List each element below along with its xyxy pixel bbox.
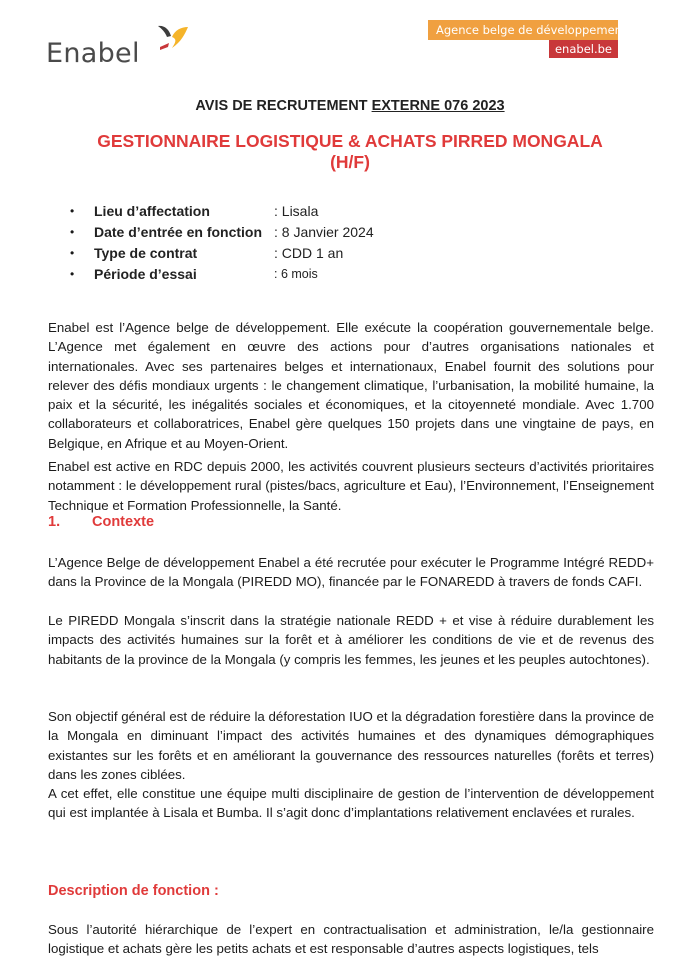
- intro-paragraph: Enabel est l’Agence belge de développement. Elle exécute la coopération gouvernementale belge. L’Agence met également en œuvre des actions pour d’autres organisations nationales et internationales. Avec ses partenaires belges et internationaux, Enabel fournit des solutions pour relever des défis mondiaux urgents : le changement climatique, l’urbanisation, la mobilité humaine, la paix et la sécurité, les inégalités sociales et économiques, et la citoyenneté mondiale. Avec 1.700 collaborateurs et collaboratrices, Enabel gère quelques 150 projets dans une vingtaine de pays, en Belgique, en Afrique et au Moyen-Orient.: [48, 320, 654, 451]
- context-paragraph: Le PIREDD Mongala s’inscrit dans la stratégie nationale REDD + et vise à réduire durablement les impacts des activités humaines sur la forêt et à améliorer les conditions de vie et de revenus des habitants de la province de la Mongala (y compris les femmes, les jeunes et les peuples autochtones).: [48, 613, 654, 667]
- context-paragraph: A cet effet, elle constitue une équipe multi disciplinaire de gestion de l’intervention de développement qui est implantée à Lisala et Bumba. Il s’agit donc d’implantations relativement enclavées et rurales.: [48, 786, 654, 821]
- detail-label: Lieu d’affectation: [94, 203, 210, 219]
- section-title: Description de fonction :: [48, 883, 219, 899]
- job-title-line1: GESTIONNAIRE LOGISTIQUE & ACHATS PIRRED MONGALA: [97, 131, 603, 151]
- section-title: Contexte: [92, 514, 155, 530]
- notice-prefix: AVIS DE RECRUTEMENT: [195, 98, 372, 114]
- job-details-list: [70, 201, 374, 285]
- agency-tagline: Agence belge de développement: [428, 20, 618, 40]
- description-paragraph: Sous l’autorité hiérarchique de l’expert en contractualisation et administration, le/la gestionnaire logistique et achats gère les petits achats et est responsable d’autres aspects logistiques, tels: [48, 922, 654, 957]
- context-paragraph: Son objectif général est de réduire la déforestation IUO et la dégradation forestière dans la province de la Mongala en diminuant l’impact des activités humaines et des dynamiques démographiques existantes sur les forêts et en améliorant la gouvernance des ressources naturelles (forêts et terres) dans les zones ciblées.: [48, 709, 654, 782]
- enabel-bird-icon: [150, 22, 190, 56]
- job-title: [0, 131, 700, 173]
- detail-item-contract-type: [70, 243, 374, 264]
- detail-item-trial-period: [70, 264, 374, 285]
- detail-value: : Lisala: [274, 203, 319, 219]
- enabel-logo: [46, 20, 196, 70]
- job-title-line2: (H/F): [330, 152, 370, 172]
- detail-label: Période d’essai: [94, 266, 197, 282]
- intro-paragraph: Enabel est active en RDC depuis 2000, les activités couvrent plusieurs secteurs d’activités prioritaires notamment : le développement rural (pistes/bacs, agriculture et Eau), l’Environnement, l’Enseignement Technique et Formation Professionnelle, la Santé.: [48, 459, 654, 513]
- bullet-icon: •: [70, 246, 75, 260]
- detail-label: Date d’entrée en fonction: [94, 224, 263, 240]
- section-heading-description: [48, 883, 219, 899]
- section-number: 1.: [48, 514, 61, 530]
- context-paragraph: L’Agence Belge de développement Enabel a été recrutée pour exécuter le Programme Intégré REDD+ dans la Province de la Mongala (PIREDD MO), financée par le FONAREDD à travers de fonds CAFI.: [48, 555, 654, 590]
- bullet-icon: •: [70, 267, 75, 281]
- notice-reference: EXTERNE 076 2023: [371, 98, 505, 114]
- logo-wordmark: Enabel: [46, 38, 140, 69]
- detail-item-location: [70, 201, 374, 222]
- detail-value: : 8 Janvier 2024: [274, 224, 374, 240]
- notice-heading: [0, 98, 700, 114]
- section-heading-context: [48, 514, 154, 530]
- detail-item-start-date: [70, 222, 374, 243]
- website-label: enabel.be: [549, 40, 618, 58]
- bullet-icon: •: [70, 225, 75, 239]
- detail-label: Type de contrat: [94, 245, 198, 261]
- bullet-icon: •: [70, 204, 75, 218]
- detail-value: : 6 mois: [274, 267, 318, 281]
- detail-value: : CDD 1 an: [274, 245, 344, 261]
